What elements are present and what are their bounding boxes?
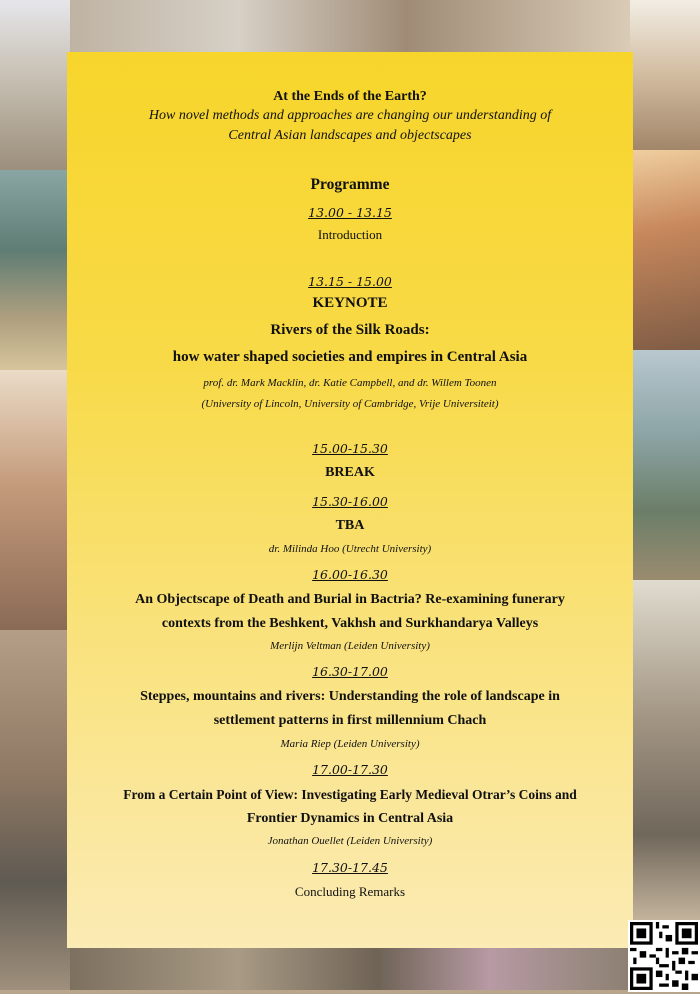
session-time: 17.30-17.45 [312, 860, 388, 875]
session-title: Rivers of the Silk Roads: [270, 322, 430, 338]
landscape-tile [0, 370, 70, 630]
event-title: At the Ends of the Earth? [273, 89, 427, 104]
session-time: 13.15 - 15.00 [308, 274, 392, 289]
session-speaker: Merlijn Veltman (Leiden University) [270, 640, 430, 652]
qr-code-graphic [630, 922, 698, 990]
landscape-tile [0, 630, 70, 990]
session-title: how water shaped societies and empires in Central Asia [172, 349, 528, 365]
landscape-tile [630, 580, 700, 920]
session-title: An Objectscape of Death and Burial in Bactria? Re-examining funerary [135, 592, 565, 607]
landscape-tile [630, 0, 700, 150]
session-title: Concluding Remarks [294, 884, 406, 899]
session-time: 13.00 - 13.15 [308, 205, 392, 220]
programme-panel [67, 52, 633, 948]
session-time: 15.00-15.30 [312, 441, 388, 456]
event-subtitle-line: How novel methods and approaches are changing our understanding of [148, 108, 552, 123]
session-time: 17.00-17.30 [312, 762, 388, 777]
session-speaker: Jonathan Ouellet (Leiden University) [267, 835, 433, 847]
landscape-tile [70, 0, 630, 52]
landscape-tile [630, 350, 700, 580]
session-speaker: Maria Riep (Leiden University) [280, 738, 420, 750]
session-speakers: prof. dr. Mark Macklin, dr. Katie Campbell, and dr. Willem Toonen [203, 377, 497, 389]
session-title: TBA [335, 518, 365, 533]
session-title: Introduction [317, 227, 383, 242]
session-affiliations: (University of Lincoln, University of Cambridge, Vrije Universiteit) [201, 398, 499, 410]
session-title: settlement patterns in first millennium Chach [213, 713, 487, 728]
session-speaker: dr. Milinda Hoo (Utrecht University) [268, 543, 432, 555]
session-title: From a Certain Point of View: Investigating Early Medieval Otrar’s Coins and [123, 787, 577, 802]
session-time: 15.30-16.00 [312, 494, 388, 509]
landscape-tile [70, 948, 630, 990]
event-subtitle-line: Central Asian landscapes and objectscapes [228, 128, 472, 143]
session-title: contexts from the Beshkent, Vakhsh and Surkhandarya Valleys [161, 616, 539, 631]
keynote-label: KEYNOTE [312, 295, 388, 311]
session-title: Steppes, mountains and rivers: Understanding the role of landscape in [140, 689, 560, 704]
programme-heading: Programme [310, 176, 390, 193]
session-time: 16.00-16.30 [312, 567, 388, 582]
landscape-tile [0, 170, 70, 370]
landscape-tile [0, 0, 70, 170]
qr-code-icon[interactable] [628, 920, 700, 992]
landscape-tile [630, 150, 700, 350]
session-time: 16.30-17.00 [312, 664, 388, 679]
session-title: BREAK [325, 465, 375, 480]
session-title: Frontier Dynamics in Central Asia [246, 811, 454, 826]
